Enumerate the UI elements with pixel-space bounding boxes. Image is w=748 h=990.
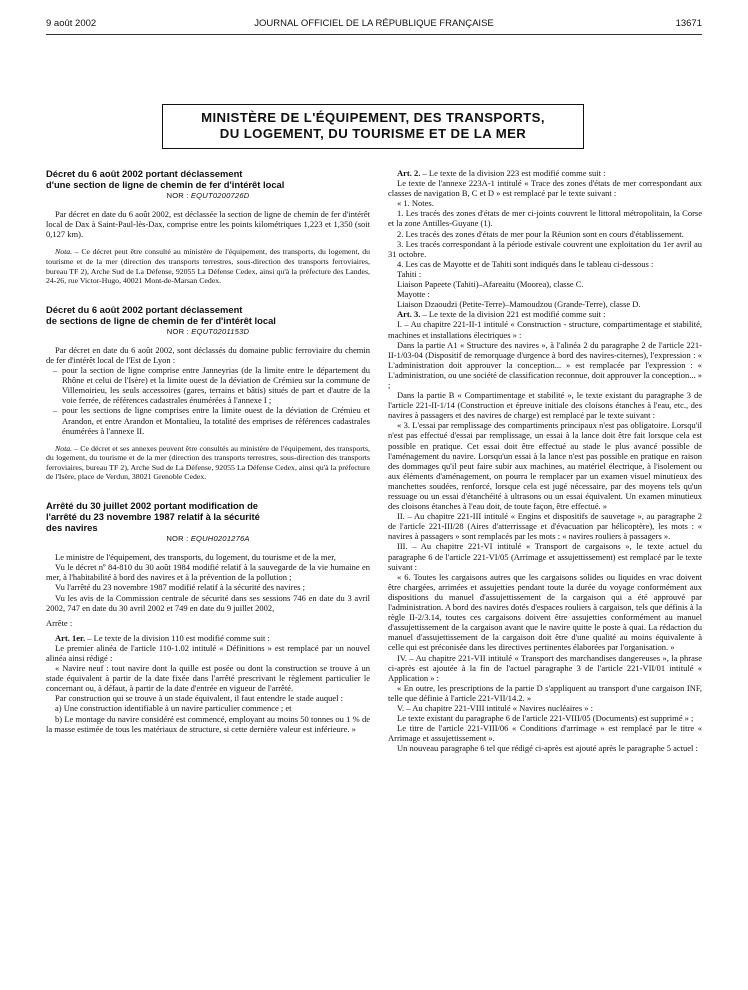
right-paragraph: 4. Les cas de Mayotte et de Tahiti sont indiqués dans le tableau ci-dessous : <box>397 258 654 269</box>
article-label: Art. 2. <box>397 168 421 178</box>
right-paragraph: Mayotte : <box>397 289 430 300</box>
header-date: 9 août 2002 <box>46 18 97 29</box>
decret1-note <box>46 247 370 285</box>
right-paragraph: « En outre, les prescriptions de la partie D s'appliquent au transport d'une cargaison INF, telle que définie à l'article 221-VII/14.2. » <box>388 682 702 703</box>
nor-code: EQUT0201153D <box>191 326 250 336</box>
page-header <box>46 18 702 32</box>
article-2 <box>388 168 702 178</box>
right-paragraph: IV. – Au chapitre 221-VII intitulé « Transport des marchandises dangereuses », la phrase ci-après est ajoutée à la fin de l'actuel paragraphe 3 de l'article 221-VII/01 intitulé « Application » : <box>388 652 702 683</box>
note-text: – Ce décret et ses annexes peuvent être consultés au ministère de l'équipement, des transports, du logement, du tourisme et de la mer (direction des transports terrestres, sous-direction des transports ferroviaires, bureau TF 2), Arche Sud de La Défense, 92055 La Défense Cedex, ainsi qu'à la préfecture de l'Isère, place de Verdun, 38021 Grenoble Cedex. <box>46 443 370 482</box>
arrete-title-1: Arrêté du 30 juillet 2002 portant modification de <box>46 500 259 512</box>
ministry-line-2: DU LOGEMENT, DU TOURISME ET DE LA MER <box>219 126 527 141</box>
arrete-paragraph: b) Le montage du navire considéré est commencé, employant au moins 50 tonnes ou 1 % de la masse estimée de tous les matériaux de structure, si cette dernière valeur est inférieure. » <box>46 713 370 734</box>
note-text: – Ce décret peut être consulté au ministère de l'équipement, des transports, du logement, du tourisme et de la mer (direction des transports terrestres, sous-direction des transports ferroviaires, bureau TF 2), Arche Sud de La Défense, 92055 La Défense Cedex, ainsi qu'à la préfecture des Landes, 24-26, rue Victor-Hugo, 40021 Mont-de-Marsan Cedex. <box>46 247 370 286</box>
header-rule <box>46 34 702 35</box>
arrete-paragraph: Le premier alinéa de l'article 110-1.02 intitulé « Définitions » est remplacé par un nouvel alinéa ainsi rédigé : <box>46 642 370 663</box>
header-page-number: 13671 <box>675 18 702 29</box>
nor-code: EQUH0201276A <box>190 534 250 544</box>
article-3 <box>388 309 702 319</box>
arrete-title-2: l'arrêté du 23 novembre 1987 relatif à la sécurité <box>46 511 260 523</box>
note-label: Nota. <box>55 443 73 453</box>
decret2-title-1: Décret du 6 août 2002 portant déclassement <box>46 303 243 315</box>
list-item: – pour les sections de ligne comprises entre la limite ouest de la déviation de Crémieu et Arandon, et entre Arandon et Montalieu, la totalité des emprises de références cadastrales énumérées à l'annexe II. <box>62 405 370 435</box>
decret2-title-2: de sections de ligne de chemin de fer d'intérêt local <box>46 314 276 326</box>
right-paragraph: Liaison Papeete (Tahiti)–Afareaitu (Moorea), classe C. <box>397 279 584 290</box>
arrete-paragraph: Le ministre de l'équipement, des transports, du logement, du tourisme et de la mer, <box>55 552 336 563</box>
arrete-nor <box>46 534 370 544</box>
nor-label: NOR : <box>166 534 191 544</box>
right-paragraph: II. – Au chapitre 221-III intitulé « Engins et dispositifs de sauvetage », au paragraphe 2 de l'article 221-III/28 (Aires d'atterrissage et d'évacuation par hélicoptère), les mots : « navires à passagers » sont remplacés par les mots : « navires rouliers à passagers ». <box>388 511 702 542</box>
decret2-list <box>46 365 370 436</box>
right-paragraph: III. – Au chapitre 221-VI intitulé « Transport de cargaisons », le texte actuel du paragraphe 6 de l'article 221-VI/05 (Arrimage et assujettissement) est remplacé par le texte suivant : <box>388 541 702 572</box>
right-paragraph: Dans la partie B « Compartimentage et stabilité », le texte existant du paragraphe 3 de l'article 221-II-1/14 (Construction et épreuve initiale des cloisons étanches à l'eau, etc., des navires à passagers et des navires de charge) est remplacé par le texte suivant : <box>388 390 702 421</box>
right-paragraph: 1. Les tracés des zones d'états de mer ci-joints couvrent le littoral métropolitain, la Corse et la zone Antilles-Guyane (1). <box>388 208 702 229</box>
article-text: – Le texte de la division 110 est modifié comme suit : <box>85 632 270 643</box>
right-paragraph: V. – Au chapitre 221-VIII intitulé « Navires nucléaires » : <box>397 702 593 713</box>
article-label: Art. 3. <box>397 309 421 320</box>
right-paragraph: I. – Au chapitre 221-II-1 intitulé « Construction - structure, compartimentage et stabilité, machines et installations électriques » : <box>388 319 702 340</box>
right-paragraph: Le texte de l'annexe 223A-1 intitulé « Trace des zones d'états de mer correspondant aux classes de navigation B, C et D » est remplacé par le texte suivant : <box>388 178 702 199</box>
article-text: – Le texte de la division 223 est modifié comme suit : <box>420 168 606 178</box>
article-1 <box>46 633 370 643</box>
decret1-title-2: d'une section de ligne de chemin de fer d'intérêt local <box>46 179 285 190</box>
article-text: – Le texte de la division 221 est modifié comme suit : <box>420 309 606 320</box>
right-paragraph: 3. Les tracés correspondant à la période estivale couvrent une exploitation du 1er avril au 31 octobre. <box>388 238 702 259</box>
arrete-word: Arrête : <box>46 617 73 628</box>
arrete-paragraph: Vu l'arrêté du 23 novembre 1987 modifié relatif à la sécurité des navires ; <box>55 582 306 593</box>
arrete-paragraph: a) Une construction identifiable à un navire particulier commence ; et <box>55 703 292 714</box>
right-paragraph: Tahiti : <box>397 268 422 279</box>
decret1-title-1: Décret du 6 août 2002 portant déclassement <box>46 168 243 179</box>
header-journal-title: JOURNAL OFFICIEL DE LA RÉPUBLIQUE FRANÇAISE <box>254 18 494 29</box>
right-paragraph: Le texte existant du paragraphe 6 de l'article 221-VIII/05 (Documents) est supprimé » ; <box>397 713 694 724</box>
list-item: – pour la section de ligne comprise entre Janneyrias (de la limite entre le département du Rhône et celui de l'Isère) et la limite ouest de la déviation de Crémieu sur la commune de Villemoirieu, les seuls accessoires (gares, terrains et bâtis) situés de part et d'autre de la voie ferrée, de références cadastrales énumérées à l'annexe I ; <box>62 365 370 405</box>
left-column <box>46 168 370 734</box>
arrete-title-3: des navires <box>46 522 98 534</box>
decret1-nor <box>46 191 370 201</box>
right-paragraph: 2. Les tracés des zones d'états de mer pour la Réunion sont en cours d'établissement. <box>397 228 684 239</box>
decret1-body: Par décret en date du 6 août 2002, est déclassée la section de ligne de chemin de fer d'intérêt local de Dax à Saint-Paul-lès-Dax, comprise entre les points kilométriques 1,223 et 1,350 (soit 0,127 km). <box>46 209 370 240</box>
decret2-nor <box>46 327 370 337</box>
nor-code: EQUT0200726D <box>190 191 250 200</box>
nor-label: NOR : <box>166 326 192 336</box>
right-paragraph: « 6. Toutes les cargaisons autres que les cargaisons solides ou liquides en vrac doivent être chargées, arrimées et assujetties pendant toute la durée du voyage conformément aux dispositions du manuel d'assujettissement de la cargaison qui a été approuvé par l'administration. A bord des navires dotés d'espaces rouliers à cargaison, tels que définis à la règle II-2/3.14, toutes ces cargaisons doivent être assujetties conformément au manuel d'assujettissement de la cargaison avant que le navire quitte le poste à quai. La rédaction du manuel d'assujettissement de la cargaison doit être d'une qualité au moins équivalente à celle qui est préconisée dans les directives pertinentes élaborées par l'organisation. » <box>388 571 702 653</box>
arrete-paragraph: Par construction qui se trouve à un stade équivalent, il faut entendre le stade auquel : <box>55 693 343 704</box>
nor-label: NOR : <box>166 191 191 200</box>
article-label: Art. 1er. <box>55 632 86 643</box>
right-paragraph: Un nouveau paragraphe 6 tel que rédigé ci-après est ajouté après le paragraphe 5 actuel : <box>397 743 698 754</box>
right-paragraph: Liaison Dzaoudzi (Petite-Terre)–Mamoudzou (Grande-Terre), classe D. <box>397 299 641 310</box>
right-paragraph: « 3. L'essai par remplissage des compartiments principaux n'est pas obligatoire. Lorsqu'il n'est pas effectué d'essai par remplissage, un essai à la lance doit être fait lorsque cela est possible en pratique. Cet essai doit être effectué au stade le plus avancé possible de l'aménagement du navire. Lorsqu'un essai à la lance n'est pas possible en pratique en raison des dommages qu'il peut faire subir aux machines, au matériel électrique, à l'isolement ou aux éléments d'aménagement, on pourra le remplacer par un examen visuel minutieux des manchettes soudées, renforcé, lorsque cela est jugé nécessaire, par des moyens tels qu'un ressuage ou un essai d'étanchéité à ultrasons ou un essai équivalent. Un examen minutieux des cloisons étanches à l'eau doit, de toute façon, être effectué. » <box>388 420 702 512</box>
right-paragraph: « 1. Notes. <box>397 198 434 209</box>
ministry-line-1: MINISTÈRE DE L'ÉQUIPEMENT, DES TRANSPORTS, <box>201 110 545 125</box>
right-paragraph: Dans la partie A1 « Structure des navires », à l'alinéa 2 du paragraphe 2 de l'article 221-II-1/03-04 (Dispositif de remorquage d'urgence à bord des navires-citernes), l'expression : « L'administration doit approuver la conception... » est remplacée par l'expression : « L'administration, ou une société de classification reconnue, doit approuver la conception... » ; <box>388 339 702 390</box>
right-paragraph: Le titre de l'article 221-VIII/06 « Conditions d'arrimage » est remplacé par le titre « Arrimage et assujettissement ». <box>388 723 702 744</box>
note-label: Nota. <box>55 247 73 257</box>
arrete-paragraph: « Navire neuf : tout navire dont la quille est posée ou dont la construction se trouve à un stade équivalent à partir de la date fixée dans l'arrêté prescrivant le règlement particulier le concernant ou, à défaut, à partir de la date d'entrée en vigueur de l'arrêté. <box>46 663 370 694</box>
arrete-paragraph: Vu le décret nº 84-810 du 30 août 1984 modifié relatif à la sauvegarde de la vie humaine en mer, à l'habitabilité à bord des navires et à la prévention de la pollution ; <box>46 562 370 583</box>
arrete-paragraph: Vu les avis de la Commission centrale de sécurité dans ses sessions 746 en date du 3 avril 2002, 747 en date du 30 avril 2002 et 749 en date du 9 juillet 2002, <box>46 592 370 613</box>
decret2-note <box>46 444 370 482</box>
decret2-intro: Par décret en date du 6 août 2002, sont déclassés du domaine public ferroviaire du chemin de fer d'intérêt local de l'Est de Lyon : <box>46 344 370 365</box>
ministry-box <box>162 104 584 149</box>
right-column <box>388 168 702 753</box>
